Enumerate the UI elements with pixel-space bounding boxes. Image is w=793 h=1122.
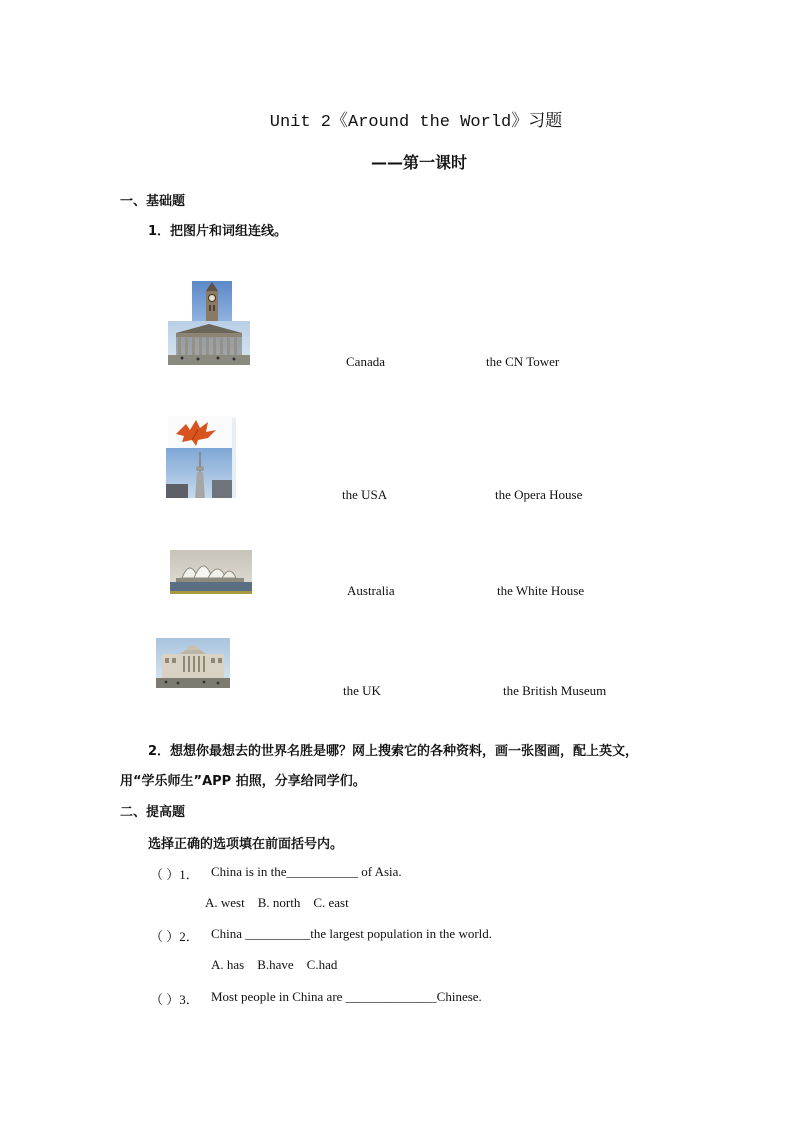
page-title: Unit 2《Around the World》习题 [269, 113, 563, 132]
question-text: China is in the___________ of Asia. [211, 864, 402, 879]
answer-bracket[interactable]: （ ）3． [150, 992, 199, 1007]
answer-bracket[interactable]: （ ）1． [150, 867, 199, 882]
landmark-label: the British Museum [503, 683, 607, 698]
country-label: Australia [347, 583, 395, 598]
country-label: Canada [346, 354, 385, 369]
question-options: A. west B. north C. east [205, 895, 349, 910]
question-1-prompt: 1．把图片和词组连线。 [148, 224, 288, 239]
country-label: the USA [342, 487, 388, 502]
image-border-strip [232, 418, 236, 498]
question-2-line2: 用“学乐师生”APP 拍照，分享给同学们。 [120, 774, 366, 789]
section1-heading: 一、基础题 [120, 194, 186, 209]
country-label: the UK [343, 683, 381, 698]
question-text: China __________the largest population in the world. [211, 926, 493, 941]
question-options: A. has B.have C.had [211, 957, 338, 972]
landmark-label: the Opera House [495, 487, 583, 502]
page-subtitle: ——第一课时 [370, 153, 467, 172]
answer-bracket[interactable]: （ ）2． [150, 929, 199, 944]
landmark-label: the CN Tower [486, 354, 560, 369]
white-house-image [156, 638, 230, 688]
big-ben-image [192, 281, 232, 321]
british-museum-image [168, 321, 250, 365]
landmark-label: the White House [497, 583, 585, 598]
section2-instruction: 选择正确的选项填在前面括号内。 [148, 837, 344, 852]
section2-heading: 二、提高题 [120, 805, 186, 820]
cn-tower-image [166, 448, 236, 498]
maple-leaf-image [168, 416, 236, 448]
opera-house-image [170, 550, 252, 594]
question-text: Most people in China are ______________Chinese. [211, 989, 482, 1004]
question-2-line1: 2．想想你最想去的世界名胜是哪？网上搜索它的各种资料，画一张图画，配上英文， [148, 744, 639, 759]
